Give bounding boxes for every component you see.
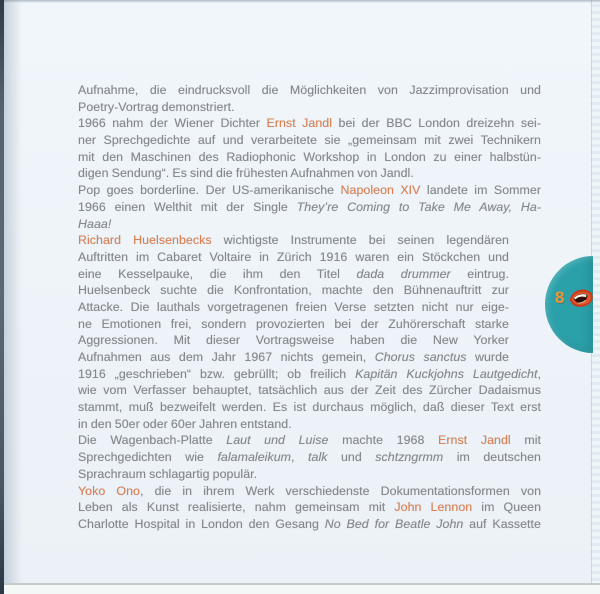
text-line [78,266,509,283]
work-title: No Bed for Beatle John [324,516,464,531]
text-segment: ne Emotionen frei, sondern provozierten bei der Zuhörerschaft starke [78,316,509,331]
page-edge-top [0,0,600,3]
text-segment: Attacke. Die lauthals vorgetragenen freien Verse setzten nicht nur eige- [78,299,509,314]
text-segment: bei der BBC London dreizehn sei- [332,116,541,131]
work-title: Chorus sanctus [374,350,467,364]
text-segment: Pop goes borderline. Der US-amerikanische [78,183,341,198]
text-segment: ner Sprechgedichte auf und verarbeitete sie „gemeinsam mit zwei Technikern [78,133,541,148]
text-segment: und [327,450,376,465]
text-segment: mit [510,433,541,448]
text-segment: Aufnahme, die eindrucksvoll die Möglichkeiten von Jazzimprovisation und [78,83,541,97]
text-segment: Sprachraum schlagartig populär. [78,466,258,481]
text-segment: landete im Sommer [420,183,541,198]
text-segment: im deutschen [443,450,541,465]
text-line [78,149,541,166]
text-line [78,82,541,99]
text-line [78,249,509,266]
artist-name: Ernst Jandl [266,116,333,131]
text-segment: 1966 einen Welthit mit der Single [78,199,297,214]
artist-name: John Lennon [394,500,473,515]
page-edge-bottom [0,583,600,594]
text-line [78,132,541,149]
text-segment: , die in ihrem Werk verschiedenste Dokumentationsformen von [139,483,541,498]
text-segment: Aggressionen. Mit dieser Vortragsweise haben die New Yorker [78,333,509,348]
text-segment: Sprechgedichten wie [78,450,218,465]
work-title: Laut und Luise [226,433,329,448]
text-line [78,483,541,500]
text-line [78,399,541,416]
text-segment: eine Kesselpauke, die ihm den Titel [78,266,357,281]
artist-name: Napoleon XIV [340,183,421,198]
work-title: They’re Coming to Take Me Away, Ha- [296,199,541,214]
text-segment: mit den Maschinen des Radiophonic Workshop in London zu einer halbstün- [78,149,541,164]
text-segment: wurde [466,350,509,364]
text-segment: Huelsenbeck suchte die Konfrontation, machte den Bühnenauftritt zur [78,283,509,298]
text-segment: wie vom Verfasser behauptet, tatsächlich aus der Zeit des Zürcher Dadaismus [78,383,541,398]
text-segment: 1966 nahm der Wiener Dichter [78,116,267,131]
text-line [78,165,541,182]
text-segment: 1916 „geschrieben“ bzw. gebrüllt; ob freilich [78,366,356,381]
text-line [78,366,541,383]
text-line [78,182,541,199]
text-line [78,499,541,516]
text-segment: Poetry-Vortrag demonstriert. [78,99,235,114]
artist-name: Ernst Jandl [438,433,511,448]
text-segment: im Queen [472,500,541,515]
text-segment: stammt, muß bezweifelt werden. Es ist durchaus möglich, daß dieser Text erst [78,400,541,415]
text-column [78,82,541,533]
text-line [78,282,509,299]
artist-name: Yoko Ono [78,483,140,498]
spine-edge [0,0,4,594]
text-segment: Charlotte Hospital in London den Gesang [78,516,325,531]
work-title: schtzngrmm [375,450,444,465]
text-line [78,232,509,249]
text-segment: machte 1968 [328,433,439,448]
text-line [78,416,541,433]
text-segment: auf Kassette [463,516,541,531]
text-segment: in den 50er oder 60er Jahren entstand. [78,416,292,431]
spine-shadow-fade [4,0,22,594]
text-line [78,99,541,116]
text-segment: digen Sendung“. Es sind die frühesten Aufnahmen von Jandl. [78,166,414,181]
text-segment: eintrug. [450,266,509,281]
text-line [78,449,541,466]
text-line [78,332,509,349]
work-title: Kapitän Kuckjohns Lautgedicht [355,366,538,381]
text-line [78,516,541,533]
text-line [78,316,509,333]
work-title: falamaleikum [217,450,292,465]
text-segment: , [291,450,309,465]
text-segment: Leben als Kunst realisierte, nahm gemeinsam mit [78,500,395,515]
text-segment: , [537,366,541,381]
work-title: talk [308,450,328,465]
page-number: 8 [555,288,565,307]
text-line [78,299,509,316]
work-title: Haaa! [78,216,112,231]
text-line [78,349,509,366]
text-line [78,432,541,449]
text-line [78,199,541,216]
text-segment: Die Wagenbach-Platte [78,433,227,448]
text-segment: wichtigste Instrumente bei seinen legendären [211,233,509,248]
text-segment: Auftritten im Cabaret Voltaire in Zürich 1916 waren ein Stöckchen und [78,249,509,264]
text-segment: Aufnahmen aus dem Jahr 1967 nichts gemein, [78,350,375,364]
open-mouth-icon [567,284,595,312]
work-title: dada drummer [356,266,451,281]
page-number-tab [545,256,593,353]
artist-name: Richard Huelsenbecks [78,233,212,248]
text-line [78,466,541,483]
text-line [78,115,541,132]
text-line [78,382,541,399]
text-line [78,216,541,233]
